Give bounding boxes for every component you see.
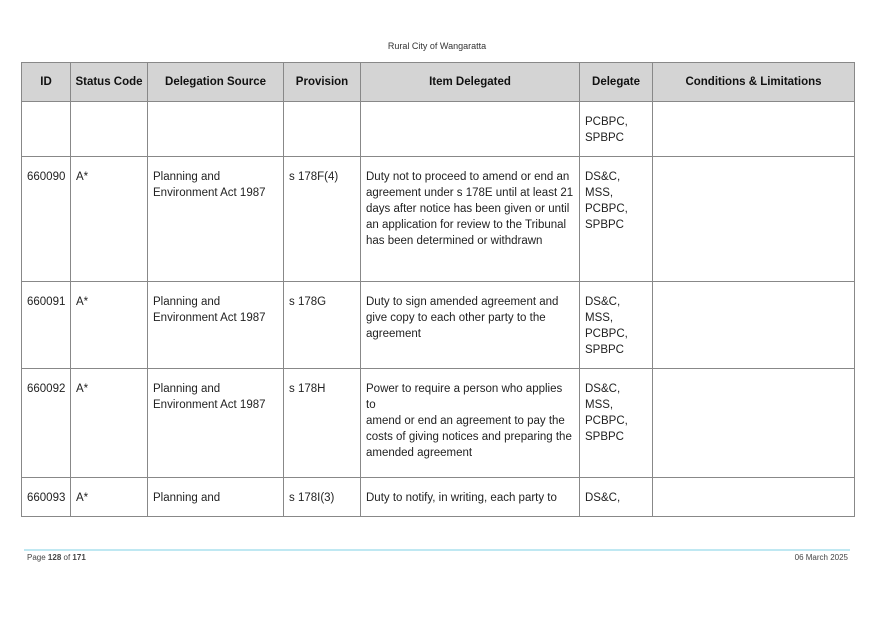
- page-of: of: [63, 553, 71, 562]
- cell-id: 660090: [22, 157, 71, 282]
- column-header-provision: Provision: [284, 63, 361, 102]
- item-line: Duty not to proceed to amend or end an: [366, 171, 570, 183]
- cell-status-code: A*: [71, 157, 148, 282]
- cell-delegate: [580, 157, 653, 282]
- column-header-item-delegated: Item Delegated: [361, 63, 580, 102]
- item-line: Duty to notify, in writing, each party to: [366, 492, 557, 504]
- source-line: Environment Act 1987: [153, 399, 266, 411]
- column-header-delegation-source: Delegation Source: [148, 63, 284, 102]
- cell-delegation-source: [148, 102, 284, 157]
- delegate-line: MSS,: [585, 187, 614, 199]
- cell-provision: s 178F(4): [284, 157, 361, 282]
- item-line: give copy to each other party to the: [366, 312, 546, 324]
- cell-item-delegated: [361, 157, 580, 282]
- cell-delegation-source: [148, 282, 284, 369]
- cell-status-code: A*: [71, 369, 148, 478]
- item-line: Duty to sign amended agreement and: [366, 296, 559, 308]
- cell-conditions: [653, 102, 855, 157]
- cell-conditions: [653, 282, 855, 369]
- cell-status-code: A*: [71, 282, 148, 369]
- cell-item-delegated: [361, 102, 580, 157]
- item-line: days after notice has been given or until: [366, 203, 570, 215]
- item-line: an application for review to the Tribunal: [366, 219, 567, 231]
- column-header-id: ID: [22, 63, 71, 102]
- delegate-line: SPBPC: [585, 431, 624, 443]
- source-line: Planning and: [153, 383, 221, 395]
- table-row: [22, 478, 855, 517]
- item-line: has been determined or withdrawn: [366, 235, 543, 247]
- cell-delegation-source: [148, 369, 284, 478]
- source-line: Environment Act 1987: [153, 187, 266, 199]
- delegate-line: DS&C,: [585, 296, 621, 308]
- cell-conditions: [653, 478, 855, 517]
- cell-delegation-source: [148, 157, 284, 282]
- delegate-line: PCBPC,: [585, 116, 628, 128]
- source-line: Planning and: [153, 492, 221, 504]
- footer-date: 06 March 2025: [794, 553, 848, 562]
- delegate-line: DS&C,: [585, 383, 621, 395]
- cell-provision: [284, 102, 361, 157]
- delegate-line: PCBPC,: [585, 415, 628, 427]
- cell-provision: s 178H: [284, 369, 361, 478]
- table-row: [22, 157, 855, 282]
- cell-status-code: A*: [71, 478, 148, 517]
- delegate-line: DS&C,: [585, 171, 621, 183]
- cell-delegate: [580, 282, 653, 369]
- cell-status-code: [71, 102, 148, 157]
- page-current: 128: [47, 553, 62, 562]
- delegate-line: PCBPC,: [585, 203, 628, 215]
- source-line: Environment Act 1987: [153, 312, 266, 324]
- delegate-line: SPBPC: [585, 132, 624, 144]
- cell-provision: s 178G: [284, 282, 361, 369]
- footer-divider: [24, 549, 850, 551]
- delegate-line: MSS,: [585, 312, 614, 324]
- item-line: amended agreement: [366, 447, 473, 459]
- cell-item-delegated: [361, 478, 580, 517]
- delegate-line: DS&C,: [585, 492, 621, 504]
- cell-item-delegated: [361, 282, 580, 369]
- cell-id: 660092: [22, 369, 71, 478]
- page-number: [27, 553, 86, 562]
- table-row: [22, 369, 855, 478]
- item-line: Power to require a person who applies to: [366, 383, 563, 411]
- cell-delegate: [580, 369, 653, 478]
- item-line: agreement: [366, 328, 421, 340]
- item-line: amend or end an agreement to pay the: [366, 415, 565, 427]
- column-header-conditions-limitations: Conditions & Limitations: [653, 63, 855, 102]
- table-header-row: [22, 63, 855, 102]
- cell-conditions: [653, 369, 855, 478]
- page-prefix: Page: [27, 553, 46, 562]
- cell-delegate: [580, 102, 653, 157]
- source-line: Planning and: [153, 296, 221, 308]
- delegate-line: SPBPC: [585, 219, 624, 231]
- delegations-table: [21, 62, 855, 517]
- table-row: [22, 102, 855, 157]
- delegate-line: MSS,: [585, 399, 614, 411]
- item-line: agreement under s 178E until at least 21: [366, 187, 574, 199]
- cell-id: 660093: [22, 478, 71, 517]
- cell-delegation-source: [148, 478, 284, 517]
- table-row: [22, 282, 855, 369]
- delegate-line: SPBPC: [585, 344, 624, 356]
- cell-item-delegated: [361, 369, 580, 478]
- source-line: Planning and: [153, 171, 221, 183]
- cell-delegate: [580, 478, 653, 517]
- item-line: costs of giving notices and preparing the: [366, 431, 572, 443]
- cell-id: 660091: [22, 282, 71, 369]
- column-header-delegate: Delegate: [580, 63, 653, 102]
- cell-conditions: [653, 157, 855, 282]
- page-total: 171: [72, 553, 86, 562]
- document-header-title: Rural City of Wangaratta: [387, 41, 487, 51]
- column-header-status-code: Status Code: [71, 63, 148, 102]
- cell-provision: s 178I(3): [284, 478, 361, 517]
- cell-id: [22, 102, 71, 157]
- delegate-line: PCBPC,: [585, 328, 628, 340]
